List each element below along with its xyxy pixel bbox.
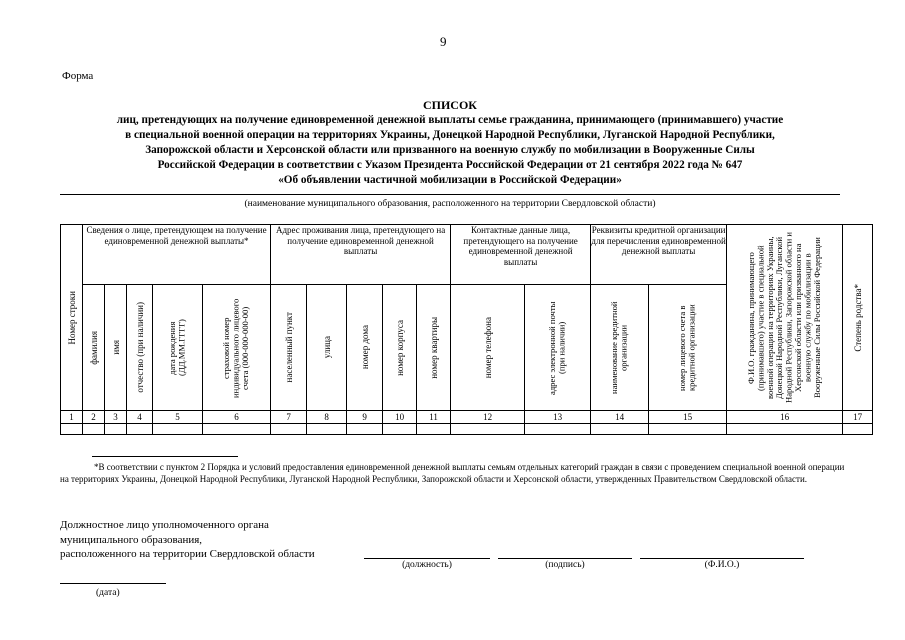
table-cell[interactable]: [649, 424, 727, 435]
footnote: *В соответствии с пунктом 2 Порядка и условий предоставления единовременной денежной выплаты семьям отдельных категорий граждан в связи с проведением специальной военной операции на территориях Украины, Донецкой Народной Республики, Луганской Народной Республики, Запорожской области и Херсонской области, утвержденных Правительством Свердловской области.: [60, 462, 845, 484]
document-title: СПИСОК: [422, 98, 478, 112]
date-caption: (дата): [96, 588, 120, 598]
title-line-3: Запорожской области и Херсонской области или призванного на военную службу по мобилизации в Вооруженные Силы: [145, 144, 755, 156]
column-number: 3: [105, 411, 127, 424]
date-fill-line[interactable]: [60, 583, 166, 584]
table-cell[interactable]: [61, 424, 83, 435]
form-label: Форма: [62, 70, 94, 82]
table-cell[interactable]: [105, 424, 127, 435]
page-number: 9: [440, 34, 447, 49]
table-cell[interactable]: [383, 424, 417, 435]
header-bank-name: наименование кредитной организации: [591, 285, 649, 411]
header-street: улица: [307, 285, 347, 411]
signature-fill-line[interactable]: [498, 558, 632, 559]
table-cell[interactable]: [347, 424, 383, 435]
column-number: 12: [451, 411, 525, 424]
table-cell[interactable]: [203, 424, 271, 435]
column-number: 15: [649, 411, 727, 424]
fio-caption: (Ф.И.О.): [704, 560, 740, 570]
column-number: 2: [83, 411, 105, 424]
column-number: 1: [61, 411, 83, 424]
table-row[interactable]: [61, 424, 873, 435]
column-number: 9: [347, 411, 383, 424]
header-building: номер корпуса: [383, 285, 417, 411]
header-group-contacts: Контактные данные лица, претендующего на получение единовременной денежной выплаты: [451, 225, 591, 285]
table-cell[interactable]: [843, 424, 873, 435]
table-cell[interactable]: [417, 424, 451, 435]
municipality-fill-line[interactable]: [60, 194, 840, 195]
table-cell[interactable]: [525, 424, 591, 435]
table-cell[interactable]: [271, 424, 307, 435]
header-patronymic: отчество (при наличии): [127, 285, 153, 411]
table-cell[interactable]: [451, 424, 525, 435]
column-number: 8: [307, 411, 347, 424]
header-row-number: Номер строки: [61, 225, 83, 411]
official-line-2: муниципального образования,: [60, 534, 203, 546]
header-email: адрес электронной почты (при наличии): [525, 285, 591, 411]
signature-caption: (подпись): [545, 560, 585, 570]
header-surname: фамилия: [83, 285, 105, 411]
column-number: 14: [591, 411, 649, 424]
official-line-1: Должностное лицо уполномоченного органа: [60, 519, 269, 531]
table-cell[interactable]: [83, 424, 105, 435]
title-line-1: лиц, претендующих на получение единовременной денежной выплаты семье гражданина, принимающего (принимавшего) участие: [116, 114, 784, 126]
column-number: 7: [271, 411, 307, 424]
municipality-caption: (наименование муниципального образования, расположенного на территории Свердловской области): [244, 199, 656, 209]
column-number: 11: [417, 411, 451, 424]
applicants-table: [60, 224, 873, 435]
table-cell[interactable]: [307, 424, 347, 435]
header-snils: страховой номер индивидуального лицевого счета (000-000-000-00): [203, 285, 271, 411]
title-line-5: «Об объявлении частичной мобилизации в Российской Федерации»: [278, 174, 622, 186]
column-number: 16: [727, 411, 843, 424]
column-number: 17: [843, 411, 873, 424]
column-number: 10: [383, 411, 417, 424]
header-group-address: Адрес проживания лица, претендующего на получение единовременной денежной выплаты: [271, 225, 451, 285]
table-cell[interactable]: [591, 424, 649, 435]
header-locality: населенный пункт: [271, 285, 307, 411]
column-number: 5: [153, 411, 203, 424]
header-group-person: Сведения о лице, претендующем на получение единовременной денежной выплаты*: [83, 225, 271, 285]
header-phone: номер телефона: [451, 285, 525, 411]
header-birthdate: дата рождения (ДД.ММ.ГГГГ): [153, 285, 203, 411]
fio-fill-line[interactable]: [640, 558, 804, 559]
footnote-divider: [92, 456, 238, 457]
official-line-3: расположенного на территории Свердловской области: [60, 548, 315, 560]
title-line-4: Российской Федерации в соответствии с Указом Президента Российской Федерации от 21 сентября 2022 года № 647: [157, 159, 743, 171]
column-numbers-row: [61, 411, 873, 424]
position-caption: (должность): [402, 560, 452, 570]
table-cell[interactable]: [727, 424, 843, 435]
column-number: 13: [525, 411, 591, 424]
column-number: 4: [127, 411, 153, 424]
position-fill-line[interactable]: [364, 558, 490, 559]
header-group-bank: Реквизиты кредитной организации для перечисления единовременной денежной выплаты: [591, 225, 727, 285]
table-cell[interactable]: [127, 424, 153, 435]
table-cell[interactable]: [153, 424, 203, 435]
header-apartment: номер квартиры: [417, 285, 451, 411]
column-number: 6: [203, 411, 271, 424]
header-kinship: Степень родства*: [843, 225, 873, 411]
header-account: номер лицевого счета в кредитной организации: [649, 285, 727, 411]
title-line-2: в специальной военной операции на территориях Украины, Донецкой Народной Республики, Луганской Народной Республики,: [125, 129, 775, 141]
header-citizen: Ф.И.О. гражданина, принимающего (принимавшего) участие в специальной военной операции на территориях Украины, Донецкой Народной Республики, Луганской Народной Республики, Запорожской области и Херсонской области или призванного на военную службу по мобилизации в Вооруженные Силы Российской Федерации: [727, 225, 843, 411]
header-name: имя: [105, 285, 127, 411]
header-house: номер дома: [347, 285, 383, 411]
